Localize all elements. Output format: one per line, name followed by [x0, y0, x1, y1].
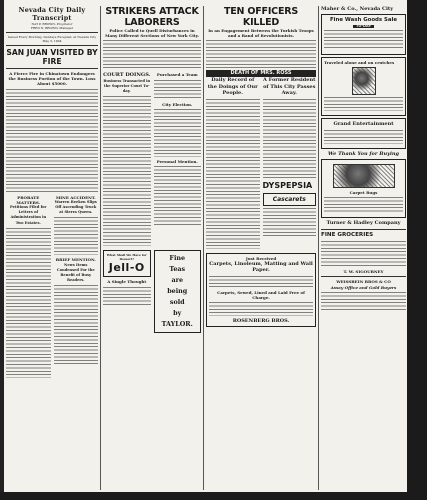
article-body — [103, 40, 201, 70]
thank-you-heading: We Thank You for Buying — [327, 150, 400, 157]
headline-strikers: STRIKERS ATTACK LABORERS — [105, 6, 199, 28]
subhead-probate: Petitions Filed for Letters of Administration in Two Estates. — [10, 205, 47, 225]
subhead-ten-officers: In an Engagement Between the Turkish Troops and a Band of Revolutionists. — [208, 28, 314, 39]
rug-illustration — [333, 164, 395, 188]
jello-ad — [103, 250, 151, 277]
tea-word: are — [171, 276, 184, 285]
headline-brief-mention: BRIEF MENTION. — [55, 257, 96, 263]
court-row — [103, 72, 201, 248]
just-received: Just Received — [245, 255, 277, 261]
entertainment-ad — [321, 118, 406, 148]
taylor-tea-ad — [154, 250, 202, 333]
tea-word: Fine — [169, 254, 186, 263]
article-body — [321, 292, 406, 310]
column-rule — [100, 6, 101, 490]
headline-personal-mention: Personal Mention. — [156, 158, 198, 164]
subhead-san-juan-fire: A Fierce Fire in Chinatown Endangers the Business Portion of the Town. Loss About $5000. — [8, 71, 96, 87]
article-body — [324, 197, 403, 213]
probate-mine-row — [6, 195, 98, 380]
rosenberg-ad — [206, 253, 316, 328]
masthead-published: Issued Every Morning, Sundays Excepted, at Nevada City — [7, 35, 97, 39]
crutches-ad — [321, 57, 406, 116]
tea-word: sold — [169, 298, 185, 307]
headline-purchased-team: Purchased a Team — [156, 72, 198, 78]
article-body — [324, 97, 403, 111]
article-body — [154, 80, 202, 100]
article-body — [324, 130, 403, 144]
column-2 — [103, 6, 201, 490]
column-4 — [321, 6, 406, 490]
carpets-sewed: Carpets, Sewed, Lined and Laid Free of Charge. — [217, 289, 305, 300]
article-body — [6, 89, 98, 193]
jello-brand: Jell-O — [108, 261, 145, 275]
crutches-title: Traveled alone and on crutches — [324, 60, 395, 66]
carpet-rugs-title: Carpet Rugs — [349, 190, 378, 196]
subhead-mine-accident: Warren Reeken Slips Off Ascending Truck at Sierra Queen. — [54, 199, 97, 215]
wash-goods-ad — [321, 14, 406, 55]
today-badge: TO-DAY — [353, 25, 374, 28]
carpets-headline: Carpets, Linoleum, Matting and Wall Paper. — [209, 260, 313, 274]
tea-word: Teas — [169, 265, 186, 274]
maher-heading: Maher & Co., Nevada City — [321, 6, 394, 12]
sigourney: T. W. SIGOURNEY — [343, 269, 384, 275]
article-body — [206, 99, 260, 249]
subhead-strikers: Police Called to Quell Disturbances in Many Different Sections of New York City. — [105, 28, 199, 39]
headline-court-doings: COURT DOINGS. — [103, 72, 151, 79]
fine-groceries: FINE GROCERIES — [321, 231, 374, 238]
tea-word: TAYLOR. — [161, 320, 193, 329]
scan-border-bottom — [0, 492, 427, 500]
headline-ten-officers: TEN OFFICERS KILLED — [223, 6, 299, 28]
turner-hadley: Turner & Hadley Company — [326, 220, 401, 227]
headline-mine-accident: MINE ACCIDENT. — [55, 194, 96, 200]
rosenberg-name: ROSENBERG BROS. — [232, 318, 290, 325]
headline-death-ross: DEATH OF MRS. ROSS — [206, 70, 316, 77]
article-body — [209, 276, 313, 288]
article-body — [54, 217, 99, 255]
weissbein: WEISSBEIN BROS & CO — [336, 279, 391, 285]
tea-word: by — [173, 309, 182, 318]
headline-probate: PROBATE MATTERS. — [16, 194, 41, 205]
entertainment-title: Grand Entertainment — [333, 121, 394, 128]
masthead — [6, 6, 98, 46]
article-body — [206, 40, 316, 68]
column-rule — [318, 6, 319, 490]
article-body — [154, 166, 202, 226]
masthead-title: Nevada City Daily Transcript — [18, 6, 86, 22]
column-1 — [6, 6, 98, 490]
record-row — [206, 77, 316, 250]
article-body — [324, 30, 403, 50]
article-body — [209, 302, 313, 316]
scan-border-right — [407, 0, 427, 500]
cascarets-brand: Cascarets — [272, 195, 306, 203]
wash-goods-title: Fine Wash Goods Sale — [329, 17, 397, 24]
headline-san-juan-fire: SAN JUAN VISITED BY FIRE — [6, 48, 98, 66]
cascarets-ad — [263, 193, 317, 206]
subhead-court-doings: Business Transacted in the Superior Court To-day. — [103, 78, 151, 94]
subhead-brief-mention: News Items Condensed For the Benefit of Busy Readers. — [56, 262, 95, 283]
article-body — [263, 208, 317, 238]
headline-daily-record: Daily Record of the Doings of Our People. — [207, 77, 258, 97]
headline-former-resident: A Former Resident of This City Passes Away. — [263, 77, 316, 97]
article-body — [6, 228, 51, 378]
article-body — [54, 285, 99, 365]
assay-office: Assay Office and Gold Buyers — [330, 284, 397, 290]
masthead-date: May 3, 1904 — [42, 39, 62, 43]
masthead-proprietor: NAT P. BROWN, Proprietor — [31, 22, 73, 26]
jello-ad-head: What Shall We Have for Dessert? — [106, 253, 147, 262]
column-rule — [203, 6, 204, 490]
article-body — [103, 287, 151, 307]
article-body — [103, 96, 151, 246]
headline-city-election: City Election. — [162, 101, 193, 107]
ads-row — [103, 248, 201, 335]
crutches-illustration — [352, 67, 376, 95]
tea-word: being — [167, 287, 188, 296]
masthead-manager: FRED N. BROWN, Manager — [30, 26, 74, 30]
column-3 — [206, 6, 316, 490]
article-body — [263, 99, 317, 179]
article-body — [154, 109, 202, 157]
carpet-rugs-ad — [321, 159, 406, 218]
scan-border-left — [0, 0, 4, 500]
article-body — [321, 241, 406, 267]
dyspepsia-heading: DYSPEPSIA — [262, 180, 313, 190]
headline-single-thought: A Single Thought — [107, 279, 147, 285]
